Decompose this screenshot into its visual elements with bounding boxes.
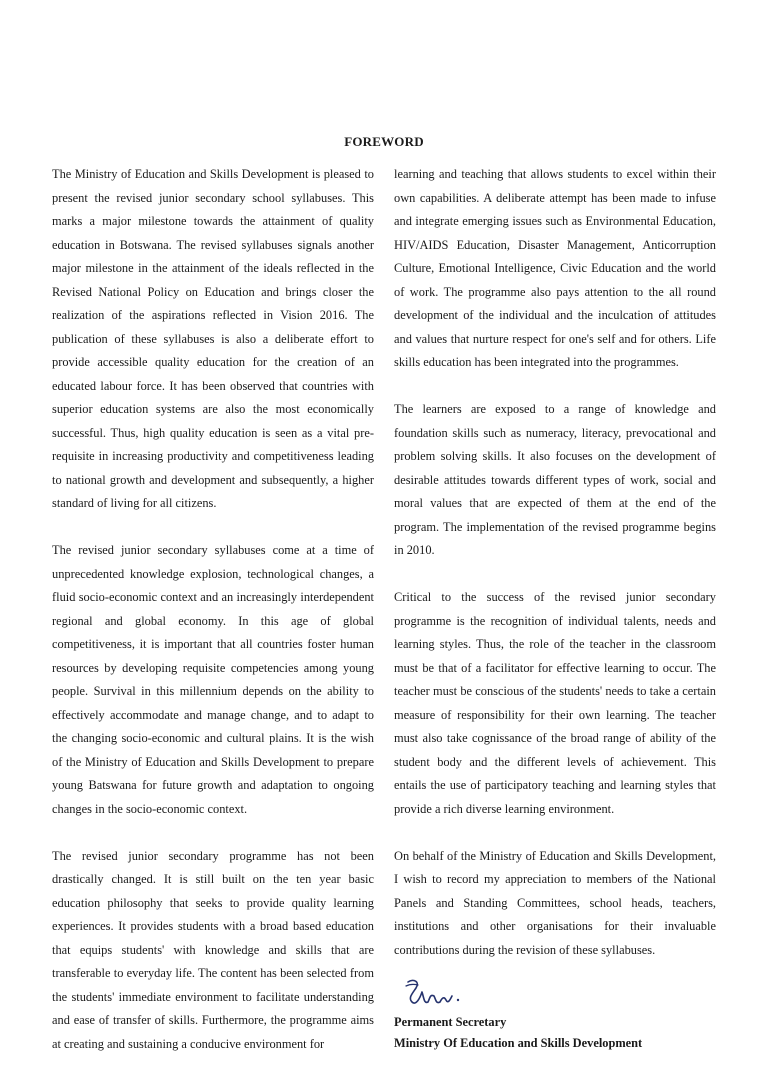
left-column — [52, 163, 374, 1080]
signature-block — [394, 976, 716, 1054]
signatory-role: Permanent Secretary — [394, 1014, 507, 1029]
paragraph: On behalf of the Ministry of Education and Skills Development, I wish to record my appreciation to members of the National Panels and Standing Committees, school heads, teachers, institutions and other organisations for their invaluable contributions during the revision of these syllabuses. — [394, 848, 716, 957]
paragraph: The revised junior secondary programme has not been drastically changed. It is still built on the ten year basic education philosophy that seeks to provide quality learning experiences. It provides students with a broad based education that equips students' with knowledge and skills that are transferable to everyday life. The content has been selected from the students' immediate environment to facilitate understanding and ease of transfer of skills. Furthermore, the programme aims at creating and sustaining a conducive environment for — [52, 848, 374, 1051]
paragraph: Critical to the success of the revised junior secondary programme is the recognition of individual talents, needs and learning styles. Thus, the role of the teacher in the classroom must be that of a facilitator for effective learning to occur. The teacher must be conscious of the students' needs to take a certain measure of responsibility for their own learning. The teacher must also take cognissance of the broad range of ability of the student body and the different levels of achievement. This entails the use of participatory teaching and learning styles that provide a rich diverse learning environment. — [394, 590, 716, 816]
paragraph: The Ministry of Education and Skills Development is pleased to present the revised junior secondary school syllabuses. This marks a major milestone towards the attainment of quality education in Botswana. The revised syllabuses signals another major milestone in the attainment of the ideals reflected in the Revised National Policy on Education and brings closer the realization of the aspirations reflected in Vision 2016. The publication of these syllabuses is also a deliberate effort to provide accessible quality education for the creation of an educated labour force. It has been observed that countries with superior education systems are also the most economically successful. Thus, high quality education is seen as a vital pre-requisite in increasing productivity and competitiveness leading to national growth and development and subsequently, a higher standard of living for all citizens. — [52, 167, 374, 510]
paragraph: learning and teaching that allows students to excel within their own capabilities. A deliberate attempt has been made to infuse and integrate emerging issues such as Environmental Education, HIV/AIDS Education, Disaster Management, Anticorruption Culture, Emotional Intelligence, Civic Education and the world of work. The programme also pays attention to the all round development of the individual and the inculcation of attitudes and values that nurture respect for one's self and for others. Life skills education has been integrated into the programmes. — [394, 167, 716, 369]
signatory-organisation: Ministry Of Education and Skills Development — [394, 1035, 643, 1050]
right-column — [394, 163, 716, 1054]
paragraph: The learners are exposed to a range of knowledge and foundation skills such as numeracy, literacy, prevocational and problem solving skills. It also focuses on the development of desirable attitudes towards different types of work, social and moral values that are expected of them at the end of the program. The implementation of the revised programme begins in 2010. — [394, 402, 716, 557]
handwritten-signature — [400, 976, 470, 1012]
paragraph: The revised junior secondary syllabuses come at a time of unprecedented knowledge explosion, technological changes, a fluid socio-economic context and an increasingly interdependent regional and global economy. In this age of global competitiveness, it is important that all countries foster human resources by developing requisite competencies among young people. Survival in this millennium depends on the ability to effectively accommodate and manage change, and to adapt to the changing socio-economic and cultural plains. It is the wish of the Ministry of Education and Skills Development to prepare young Batswana for future growth and adaptation to ongoing changes in the socio-economic context. — [52, 543, 374, 816]
page-title: FOREWORD — [344, 134, 424, 149]
